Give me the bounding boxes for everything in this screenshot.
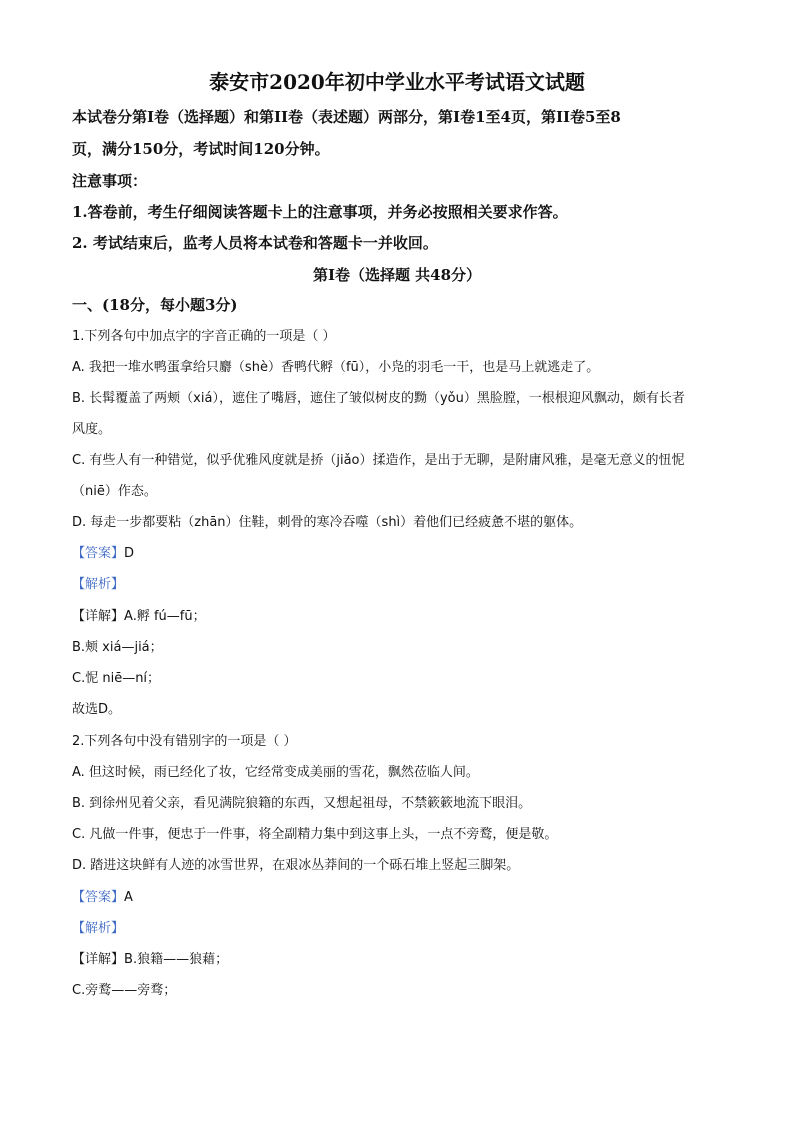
intro-line-1: 本试卷分第I卷（选择题）和第II卷（表述题）两部分，第I卷1至4页，第II卷5至8	[72, 108, 621, 126]
q1-stem: 1.下列各句中加点字的字音正确的一项是（ ）	[72, 329, 336, 344]
q1-analysis: 【解析】	[72, 577, 125, 592]
q1-detail-c: C.怩 niē—ní；	[72, 671, 161, 686]
part-one-heading: 一、(18分，每小题3分)	[72, 296, 238, 314]
q1-option-b-line1: B. 长髯覆盖了两颊（xiá），遮住了嘴唇，遮住了皱似树皮的黝（yǒu）黑脸膛，一根根迎风飘动，颇有长者	[72, 391, 685, 406]
q1-option-a: A. 我把一堆水鸭蛋拿给只麝（shè）香鸭代孵（fū），小凫的羽毛一干，也是马上就逃走了。	[72, 360, 600, 375]
q2-option-d: D. 踏进这块鲜有人迹的冰雪世界，在艰冰丛莽间的一个砾石堆上竖起三脚架。	[72, 858, 520, 873]
q2-detail: 【详解】B.狼籍——狼藉；	[72, 952, 229, 967]
q2-stem: 2.下列各句中没有错别字的一项是（ ）	[72, 734, 297, 749]
note-1: 1.答卷前，考生仔细阅读答题卡上的注意事项，并务必按照相关要求作答。	[72, 203, 568, 221]
q1-option-c-line2: （niē）作态。	[72, 484, 157, 499]
q1-detail-b: B.颊 xiá—jiá；	[72, 640, 163, 655]
q2-option-b: B. 到徐州见着父亲，看见满院狼籍的东西，又想起祖母，不禁簌簌地流下眼泪。	[72, 796, 532, 811]
q1-option-d: D. 每走一步都要粘（zhān）住鞋，刺骨的寒冷吞噬（shì）着他们已经疲惫不堪的躯体。	[72, 515, 583, 530]
q2-detail-c: C.旁鹜——旁骛；	[72, 983, 177, 998]
q2-option-a: A. 但这时候，雨已经化了妆，它经常变成美丽的雪花，飘然莅临人间。	[72, 765, 479, 780]
q1-detail: 【详解】A.孵 fú—fū；	[72, 609, 206, 624]
page-title: 泰安市2020年初中学业水平考试语文试题	[209, 70, 585, 94]
q1-answer: 【答案】D	[72, 546, 135, 561]
q1-option-c-line1: C. 有些人有一种错觉，似乎优雅风度就是挢（jiǎo）揉造作，是出于无聊，是附庸风雅，是毫无意义的忸怩	[72, 453, 685, 468]
q2-analysis: 【解析】	[72, 921, 125, 936]
q2-option-c: C. 凡做一件事，便忠于一件事，将全副精力集中到这事上头，一点不旁鹜，便是敬。	[72, 827, 558, 842]
notes-heading: 注意事项：	[72, 172, 148, 190]
intro-line-2: 页，满分150分，考试时间120分钟。	[72, 140, 330, 158]
section-title: 第I卷（选择题 共48分）	[312, 266, 482, 284]
q1-conclusion: 故选D。	[72, 702, 122, 717]
note-2: 2. 考试结束后，监考人员将本试卷和答题卡一并收回。	[72, 234, 438, 252]
q2-answer: 【答案】A	[72, 890, 133, 905]
q1-option-b-line2: 风度。	[72, 422, 112, 437]
